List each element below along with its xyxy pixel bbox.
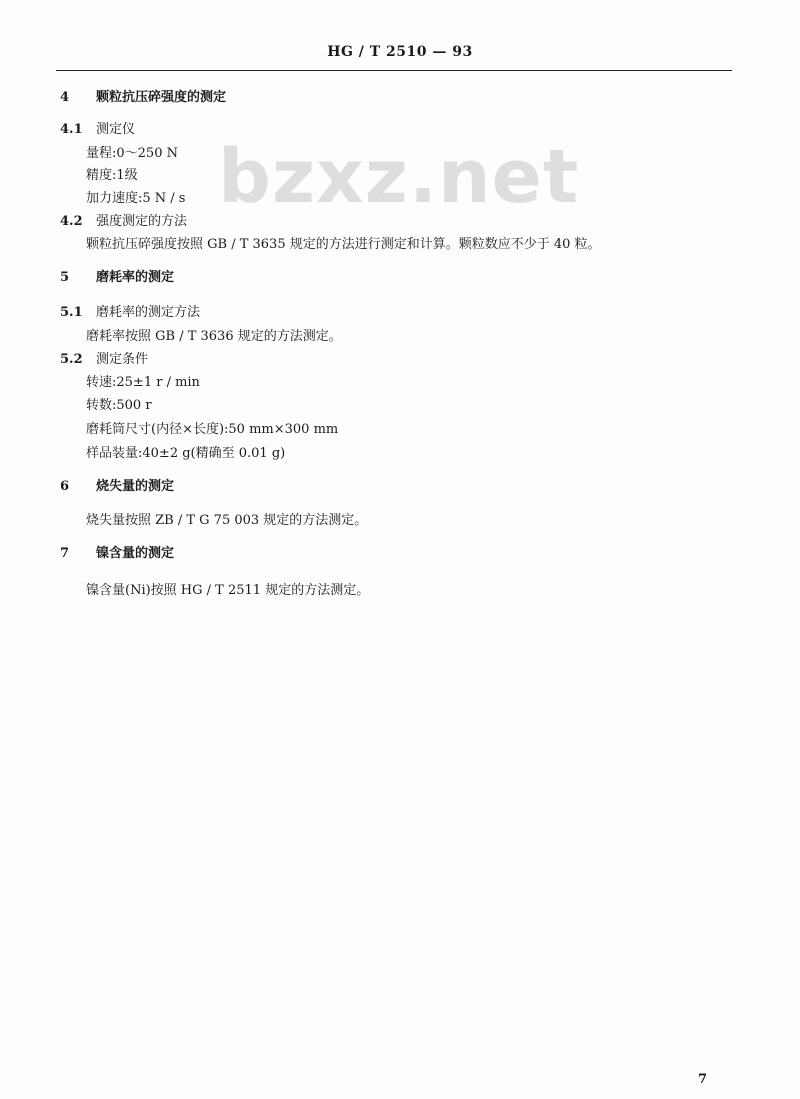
header-divider: [56, 70, 732, 71]
section-7-heading: [60, 546, 174, 562]
section-title: 磨耗率的测定: [96, 270, 175, 285]
paragraph-line: 转数:500 r: [86, 398, 152, 413]
paragraph-line: 精度:1级: [86, 168, 138, 183]
section-number: 5: [60, 270, 70, 285]
paragraph-line: 量程:0～250 N: [86, 146, 178, 161]
standard-code-header: HG / T 2510 — 93: [327, 44, 473, 60]
section-number: 4: [60, 90, 70, 105]
paragraph-line: 镍含量(Ni)按照 HG / T 2511 规定的方法测定。: [86, 583, 370, 598]
section-number: 6: [60, 479, 70, 494]
section-4-heading: [60, 90, 226, 106]
section-6-heading: [60, 479, 174, 495]
section-5-2-heading: [60, 352, 148, 368]
paragraph-line: 加力速度:5 N / s: [86, 191, 186, 206]
section-5-heading: [60, 270, 174, 286]
paragraph-line: 磨耗筒尺寸(内径×长度):50 mm×300 mm: [86, 422, 339, 437]
section-4-2-heading: [60, 214, 187, 230]
section-title: 颗粒抗压碎强度的测定: [96, 90, 227, 105]
section-title: 测定条件: [96, 352, 149, 367]
section-title: 强度测定的方法: [96, 214, 188, 229]
watermark: bzxz.net: [218, 134, 580, 220]
section-number: 5.1: [60, 305, 83, 320]
section-5-1-heading: [60, 305, 200, 321]
section-title: 烧失量的测定: [96, 479, 175, 494]
section-title: 磨耗率的测定方法: [96, 305, 201, 320]
paragraph-line: 样品装量:40±2 g(精确至 0.01 g): [86, 446, 286, 461]
section-number: 5.2: [60, 352, 83, 367]
section-number: 4.1: [60, 122, 83, 137]
paragraph-line: 转速:25±1 r / min: [86, 375, 200, 390]
paragraph-line: 烧失量按照 ZB / T G 75 003 规定的方法测定。: [86, 513, 368, 528]
section-number: 4.2: [60, 214, 83, 229]
section-4-1-heading: [60, 122, 135, 138]
section-number: 7: [60, 546, 70, 561]
page-number: 7: [698, 1072, 708, 1087]
paragraph-line: 磨耗率按照 GB / T 3636 规定的方法测定。: [86, 329, 342, 344]
section-title: 镍含量的测定: [96, 546, 175, 561]
section-title: 测定仪: [96, 122, 136, 137]
paragraph-line: 颗粒抗压碎强度按照 GB / T 3635 规定的方法进行测定和计算。颗粒数应不少于 40 粒。: [86, 237, 601, 252]
